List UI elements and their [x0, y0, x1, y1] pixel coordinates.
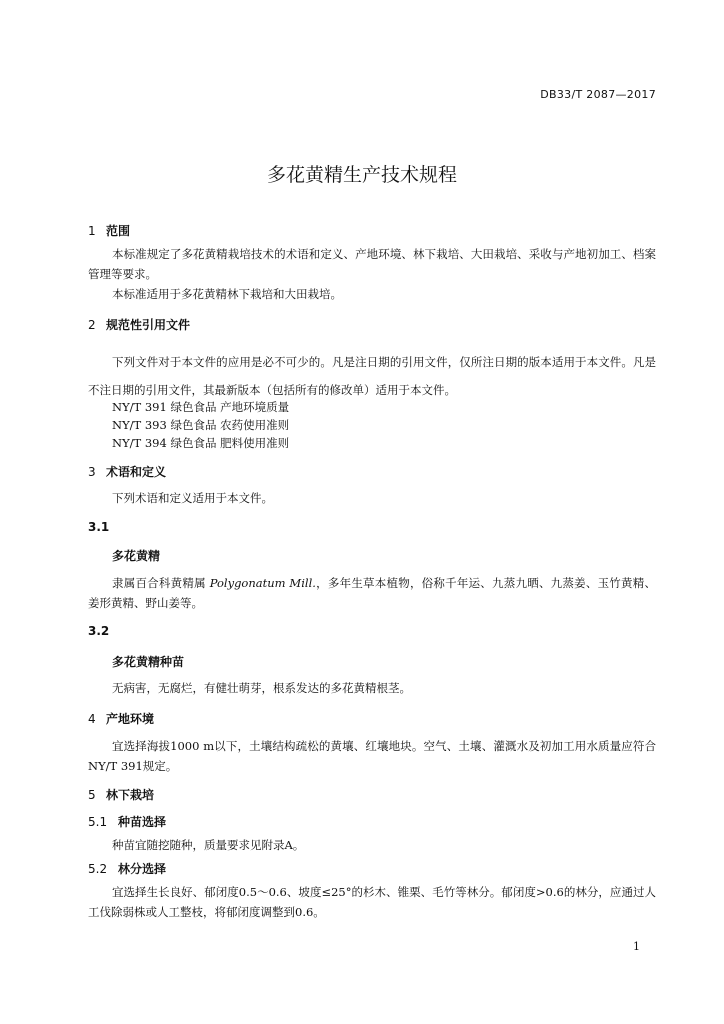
section-5-1-heading: [88, 813, 166, 830]
term-3-1-title: 多花黄精: [112, 549, 161, 563]
standard-code: DB33/T 2087—2017: [540, 88, 656, 101]
term-3-1-number: [88, 520, 109, 534]
term-3-1-definition: [88, 573, 656, 613]
section-title: 范围: [106, 224, 131, 238]
reference-item: NY/T 393 绿色食品 农药使用准则: [112, 418, 290, 432]
reference-item: NY/T 391 绿色食品 产地环境质量: [112, 400, 290, 414]
section-2-paragraph-1: 下列文件对于本文件的应用是必不可少的。凡是注日期的引用文件，仅所注日期的版本适用于本文件。凡是不注日期的引用文件，其最新版本（包括所有的修改单）适用于本文件。: [88, 355, 656, 397]
section-3-heading: [88, 463, 166, 480]
subsection-number: 5.1: [88, 815, 108, 829]
section-5-heading: [88, 786, 154, 803]
section-5-2-heading: [88, 860, 166, 877]
section-number: 2: [88, 318, 96, 332]
section-number: 1: [88, 224, 96, 238]
subsection-title: 种苗选择: [118, 815, 167, 829]
term-3-2-number: [88, 624, 109, 638]
section-title: 术语和定义: [106, 465, 167, 479]
definition-text: ，多年生草本植物，俗称千年运、九蒸九晒、九蒸姜、玉竹黄精、姜形黄精、野山姜等。: [88, 576, 656, 610]
section-1-paragraph-2: 本标准适用于多花黄精林下栽培和大田栽培。: [112, 287, 342, 301]
section-title: 林下栽培: [106, 788, 155, 802]
section-1-heading: [88, 222, 130, 239]
term-3-2-definition: 无病害，无腐烂，有健壮萌芽，根系发达的多花黄精根茎。: [112, 681, 411, 695]
section-2-heading: [88, 316, 190, 333]
subsection-number: 5.2: [88, 862, 108, 876]
page-number: 1: [633, 940, 640, 953]
reference-item: NY/T 394 绿色食品 肥料使用准则: [112, 436, 290, 450]
section-4-heading: [88, 710, 154, 727]
definition-text: 隶属百合科黄精属: [112, 576, 210, 590]
section-number: 4: [88, 712, 96, 726]
latin-genus-name: Polygonatum Mill.: [209, 576, 316, 590]
section-5-2-paragraph: 宜选择生长良好、郁闭度0.5～0.6、坡度≤25°的杉木、锥栗、毛竹等林分。郁闭度>0.6的林分，应通过人工伐除弱株或人工整枝，将郁闭度调整到0.6。: [88, 885, 656, 919]
document-title: 多花黄精生产技术规程: [266, 164, 457, 186]
section-1-paragraph-1: 本标准规定了多花黄精栽培技术的术语和定义、产地环境、林下栽培、大田栽培、采收与产地初加工、档案管理等要求。: [88, 247, 656, 281]
section-3-paragraph-1: 下列术语和定义适用于本文件。: [112, 491, 273, 505]
section-4-paragraph-1: 宜选择海拔1000 m以下，土壤结构疏松的黄壤、红壤地块。空气、土壤、灌溉水及初加工用水质量应符合NY/T 391规定。: [88, 739, 656, 773]
subsection-number: 3.1: [88, 520, 110, 534]
section-number: 3: [88, 465, 96, 479]
section-number: 5: [88, 788, 96, 802]
section-5-1-paragraph: 种苗宜随挖随种，质量要求见附录A。: [112, 838, 305, 852]
term-3-2-title: 多花黄精种苗: [112, 655, 185, 669]
subsection-number: 3.2: [88, 624, 110, 638]
section-title: 产地环境: [106, 712, 155, 726]
subsection-title: 林分选择: [118, 862, 167, 876]
section-title: 规范性引用文件: [106, 318, 191, 332]
